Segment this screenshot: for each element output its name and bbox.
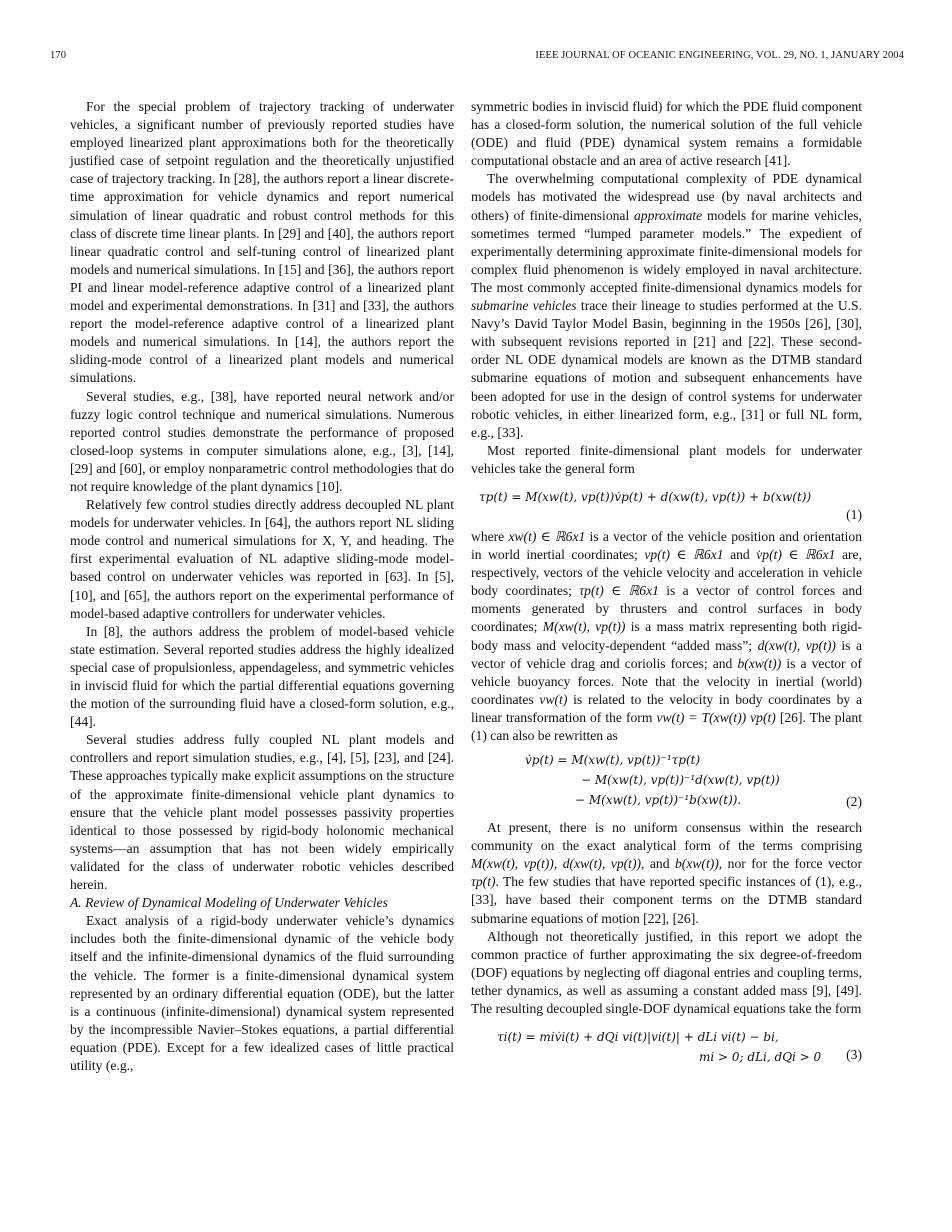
equation-3 <box>471 1026 862 1066</box>
math: d(xw(t), vp(t)) <box>757 637 836 653</box>
paragraph: Several studies, e.g., [38], have reported neural network and/or fuzzy logic control technique and numerical simulations. Numerous reported control studies demonstrate the performance of proposed closed-loop systems in computer simulations alone, e.g., [3], [14], [29] and [60], or employ nonparametric control methodologies that do not require knowledge of the plant dynamics [10]. <box>70 388 454 494</box>
paragraph: For the special problem of trajectory tracking of underwater vehicles, a significant number of previously reported studies have employed linearized plant approximations both for the theoretically justified case of setpoint regulation and the theoretically unjustified case of trajectory tracking. In [28], the authors report a linear discrete-time approximation for vehicle dynamics and report numerical simulation of linear quadratic and robust control methods for this class of discrete time linear plants. In [29] and [40], the authors report linear quadratic control and self-tuning control of linearized plant models and numerical simulations. In [15] and [36], the authors report PI and linear model-reference adaptive control of a linearized plant model and experimental demonstrations. In [31] and [33], the authors report the model-reference adaptive control of a linearized plant models and numerical simulations. In [14], the authors report the sliding-mode control of a linearized plant models and numerical simulations. <box>70 99 454 386</box>
section-title: A. Review of Dynamical Modeling of Underwater Vehicles <box>70 895 388 911</box>
math: vw(t) = T(xw(t)) vp(t) <box>656 709 776 725</box>
right-column <box>471 98 862 1066</box>
text: where <box>471 528 509 544</box>
page-number: 170 <box>50 50 67 61</box>
text: and <box>723 547 757 563</box>
paragraph: Several studies address fully coupled NL plant models and controllers and report simulation studies, e.g., [4], [5], [23], and [24]. These approaches typically make explicit assumptions on the structure of the approximate finite-dimensional vehicle plant dynamics to ensure that the vehicle plant model possesses passivity properties identical to those possessed by rigid-body holonomic mechanical systems—an assumption that has not been widely empirically validated for the class of underwater robotic vehicles described herein. <box>70 732 454 893</box>
math: τp(t) ∈ ℝ6x1 <box>579 583 659 599</box>
math: xw(t) ∈ ℝ6x1 <box>508 528 586 544</box>
text: is a vector of vehicle buoyancy forces. Note that the velocity in inertial (world) coordinates <box>471 655 862 707</box>
text: is a vector of the vehicle position and orientation in world inertial coordinates; <box>471 528 863 563</box>
math: vw(t) <box>539 691 568 707</box>
text: and <box>644 856 675 872</box>
math: M(xw(t), vp(t)), d(xw(t), vp(t)), <box>471 856 645 872</box>
equation-2 <box>471 749 862 811</box>
text: are, respectively, vectors of the vehicle velocity and acceleration in vehicle body coordinates; <box>471 547 862 599</box>
paragraph: Although not theoretically justified, in this report we adopt the common practice of further approximating the six degree-of-freedom (DOF) equations by neglecting off diagonal entries and coupling terms, tether dynamics, as well as assuming a constant added mass [9], [49]. The resulting decoupled single-DOF dynamical equations take the form <box>471 928 862 1017</box>
paragraph: symmetric bodies in inviscid fluid) for which the PDE fluid component has a closed-form solution, the numerical solution of the full vehicle (ODE) and fluid (PDE) dynamical system remains a formidable computational obstacle and an area of active research [41]. <box>471 99 862 169</box>
text: [26]. The plant (1) can also be rewritten as <box>471 709 862 743</box>
math: v̇p(t) ∈ ℝ6x1 <box>756 547 836 563</box>
equation-number: (3) <box>846 1047 862 1063</box>
math: b(xw(t)), <box>675 856 723 872</box>
equation-1 <box>471 486 862 524</box>
paragraph: In [8], the authors address the problem of model-based vehicle state estimation. Several reported studies address the highly idealized special case of propulsionless, appendageless, and symmetric vehicles in inviscid fluid for which the partial differential equations governing the motion of the surrounding fluid have a closed-form solution, e.g., [44]. <box>70 623 454 730</box>
equation-line: mi > 0; dLi, dQi > 0 <box>699 1050 822 1065</box>
text: The overwhelming computational complexity of PDE dynamical models has motivated the widespread use (by naval architects and others) of finite-dimensional <box>471 171 862 223</box>
emphasis: approximate <box>633 207 703 223</box>
left-column <box>70 98 454 1075</box>
paragraph: Relatively few control studies directly address decoupled NL plant models for underwater vehicles. In [64], the authors report NL sliding mode control and numerical simulations for X, Y, and heading. The first experimental evaluation of NL adaptive sliding-mode model-based control on underwater vehicles was reported in [63]. In [5], [10], and [65], the authors report on the experimental performance of model-based adaptive controllers for underwater vehicles. <box>70 497 454 621</box>
math: M(xw(t), vp(t)) <box>542 619 626 635</box>
math: b(xw(t)) <box>737 655 782 671</box>
equation-number: (2) <box>846 794 862 809</box>
text: At present, there is no uniform consensus within the research community on the exact analytical form of the terms comprising <box>471 820 862 854</box>
paragraph <box>471 819 862 928</box>
equation-line: − M(xw(t), vp(t))⁻¹b(xw(t)). <box>575 793 742 808</box>
text: is a vector of control forces and moments generated by thrusters and control surfaces in body coordinates; <box>471 583 862 635</box>
equation-number: (1) <box>846 506 862 522</box>
equation-line: v̇p(t) = M(xw(t), vp(t))⁻¹τp(t) <box>525 753 701 768</box>
math: vp(t) ∈ ℝ6x1 <box>644 547 724 563</box>
text: nor for the force vector <box>722 856 862 872</box>
text: is a vector of vehicle drag and coriolis forces; and <box>471 637 862 671</box>
running-header: IEEE JOURNAL OF OCEANIC ENGINEERING, VOL. 29, NO. 1, JANUARY 2004 <box>535 50 904 61</box>
text: is related to the velocity in body coordinates by a linear transformation of the form <box>471 691 862 725</box>
text: models for marine vehicles, sometimes termed “lumped parameter models.” The expedient of experimentally determining approximate finite-dimensional models for complex fluid phenomenon is widely employed in naval architecture. The most commonly accepted finite-dimensional dynamics models for <box>471 207 862 295</box>
equation-line: − M(xw(t), vp(t))⁻¹d(xw(t), vp(t)) <box>581 773 780 788</box>
math: τp(t) <box>471 874 496 890</box>
paragraph <box>471 528 862 745</box>
equation-line: τi(t) = miv̇i(t) + dQi vi(t)|vi(t)| + dLi vi(t) − bi, <box>497 1030 779 1045</box>
text: is a mass matrix representing both rigid-body mass and velocity-dependent “added mass”; <box>471 619 862 653</box>
equation-body: τp(t) = M(xw(t), vp(t))v̇p(t) + d(xw(t), vp(t)) + b(xw(t)) <box>479 489 812 504</box>
text: trace their lineage to studies performed at the U.S. Navy’s David Taylor Model Basin, beginning in the 1950s [26], [30], with subsequent revisions reported in [21] and [22]. These second-order NL ODE dynamical models are known as the DTMB standard submarine equations of motion and subsequent enhancements have been adopted for use in the design of control systems for underwater robotic vehicles, in either linearized form, e.g., [31] or full NL form, e.g., [33]. <box>471 298 862 440</box>
paragraph: Most reported finite-dimensional plant models for underwater vehicles take the general form <box>471 442 862 476</box>
emphasis: submarine vehicles <box>471 298 577 314</box>
paragraph <box>471 170 862 441</box>
text: . The few studies that have reported specific instances of (1), e.g., [33], have based their component terms on the DTMB standard submarine equations of motion [22], [26]. <box>471 874 862 926</box>
paragraph: Exact analysis of a rigid-body underwater vehicle’s dynamics includes both the finite-dimensional dynamic of the vehicle body itself and the infinite-dimensional dynamics of the fluid surrounding the vehicle. The former is a finite-dimensional dynamical system represented by an ordinary differential equation (ODE), but the latter is a continuous (infinite-dimensional) dynamical system represented by the incompressible Navier–Stokes equations, a partial differential equation (PDE). Except for a few idealized cases of little practical utility (e.g., <box>70 913 454 1073</box>
